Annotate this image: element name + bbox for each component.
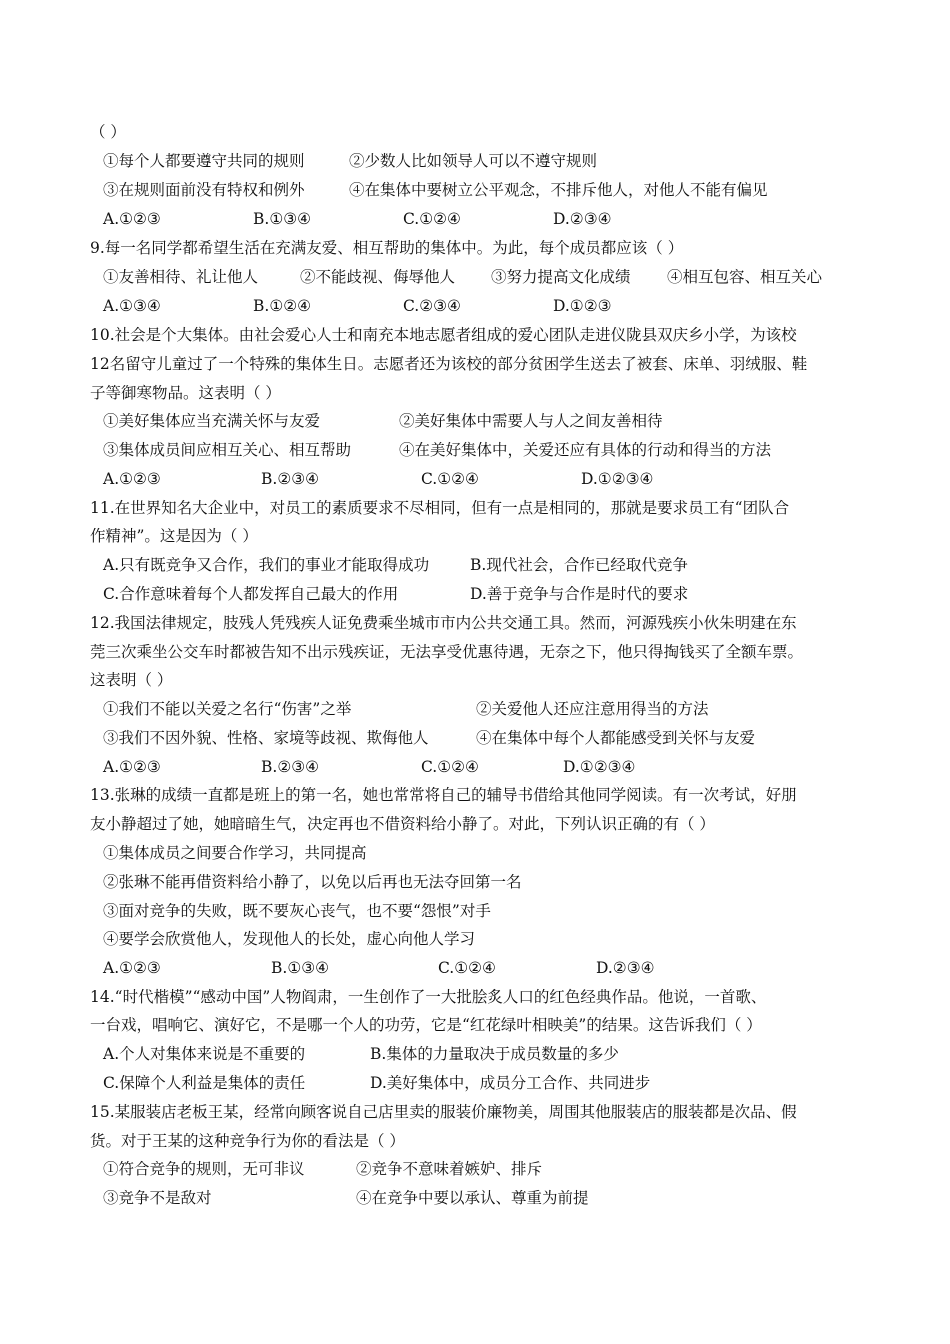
q9-answer-c: C.②③④ bbox=[403, 297, 461, 315]
q13-option-4: ④要学会欣赏他人，发现他人的长处，虚心向他人学习 bbox=[103, 930, 476, 948]
q11-stem-line-1: 11.在世界知名大企业中，对员工的素质要求不尽相同，但有一点是相同的，那就是要求员工有“团队合 bbox=[90, 499, 790, 517]
q14-stem-line-1: 14.“时代楷模”“感动中国”人物阎肃，一生创作了一大批脍炙人口的红色经典作品。他说，一首歌、 bbox=[90, 988, 767, 1006]
q13-answer-a: A.①②③ bbox=[103, 959, 161, 977]
q14-stem-line-2: 一台戏，唱响它、演好它，不是哪一个人的功劳，它是“红花绿叶相映美”的结果。这告诉我们（ ） bbox=[90, 1016, 762, 1034]
q12-option-3: ③我们不因外貌、性格、家境等歧视、欺侮他人 bbox=[103, 729, 429, 747]
q10-stem-line-1: 10.社会是个大集体。由社会爱心人士和南充本地志愿者组成的爱心团队走进仪陇县双庆乡小学，为该校 bbox=[90, 326, 797, 344]
q11-option-d: D.善于竞争与合作是时代的要求 bbox=[470, 585, 689, 603]
q13-option-2: ②张琳不能再借资料给小静了，以免以后再也无法夺回第一名 bbox=[103, 873, 522, 891]
q13-stem-line-2: 友小静超过了她，她暗暗生气，决定再也不借资料给小静了。对此，下列认识正确的有（ ） bbox=[90, 815, 715, 833]
q15-stem-line-2: 货。对于王某的这种竞争行为你的看法是（ ） bbox=[90, 1132, 405, 1150]
q9-option-3: ③努力提高文化成绩 bbox=[491, 268, 631, 286]
q8-option-3: ③在规则面前没有特权和例外 bbox=[103, 181, 305, 199]
q9-option-1: ①友善相待、礼让他人 bbox=[103, 268, 259, 286]
q8-option-1: ①每个人都要遵守共同的规则 bbox=[103, 152, 305, 170]
q9-option-4: ④相互包容、相互关心 bbox=[667, 268, 823, 286]
q9-answer-a: A.①③④ bbox=[103, 297, 161, 315]
q8-answer-d: D.②③④ bbox=[553, 210, 612, 228]
q11-option-b: B.现代社会，合作已经取代竞争 bbox=[470, 556, 688, 574]
q8-answer-paren: （ ） bbox=[90, 123, 126, 141]
q15-option-1: ①符合竞争的规则，无可非议 bbox=[103, 1160, 305, 1178]
q9-answer-b: B.①②④ bbox=[253, 297, 312, 315]
q12-answer-b: B.②③④ bbox=[261, 758, 320, 776]
q12-option-4: ④在集体中每个人都能感受到关怀与友爱 bbox=[476, 729, 756, 747]
q10-answer-b: B.②③④ bbox=[261, 470, 320, 488]
q10-option-2: ②美好集体中需要人与人之间友善相待 bbox=[399, 412, 663, 430]
q15-option-3: ③竞争不是敌对 bbox=[103, 1189, 212, 1207]
q15-option-2: ②竞争不意味着嫉妒、排斥 bbox=[356, 1160, 543, 1178]
q15-stem-line-1: 15.某服装店老板王某，经常向顾客说自己店里卖的服装价廉物美，周围其他服装店的服装都是次品、假 bbox=[90, 1103, 797, 1121]
q10-answer-c: C.①②④ bbox=[421, 470, 479, 488]
q14-option-a: A.个人对集体来说是不重要的 bbox=[103, 1045, 306, 1063]
q15-option-4: ④在竞争中要以承认、尊重为前提 bbox=[356, 1189, 589, 1207]
q14-option-b: B.集体的力量取决于成员数量的多少 bbox=[370, 1045, 619, 1063]
q9-answer-d: D.①②③ bbox=[553, 297, 612, 315]
q12-answer-a: A.①②③ bbox=[103, 758, 161, 776]
q12-stem-line-1: 12.我国法律规定，肢残人凭残疾人证免费乘坐城市市内公共交通工具。然而，河源残疾小伙朱明建在东 bbox=[90, 614, 797, 632]
q10-option-1: ①美好集体应当充满关怀与友爱 bbox=[103, 412, 321, 430]
q13-answer-c: C.①②④ bbox=[438, 959, 496, 977]
q9-option-2: ②不能歧视、侮辱他人 bbox=[300, 268, 456, 286]
q8-answer-c: C.①②④ bbox=[403, 210, 461, 228]
q12-option-1: ①我们不能以关爱之名行“伤害”之举 bbox=[103, 700, 352, 718]
q8-option-2: ②少数人比如领导人可以不遵守规则 bbox=[349, 152, 598, 170]
q12-stem-line-3: 这表明（ ） bbox=[90, 671, 173, 689]
q12-stem-line-2: 莞三次乘坐公交车时都被告知不出示残疾证，无法享受优惠待遇，无奈之下，他只得掏钱买了全额车票。 bbox=[90, 643, 804, 661]
q12-option-2: ②关爱他人还应注意用得当的方法 bbox=[476, 700, 709, 718]
q10-answer-a: A.①②③ bbox=[103, 470, 161, 488]
q13-stem-line-1: 13.张琳的成绩一直都是班上的第一名，她也常常将自己的辅导书借给其他同学阅读。有一次考试，好朋 bbox=[90, 786, 797, 804]
q10-stem-line-2: 12名留守儿童过了一个特殊的集体生日。志愿者还为该校的部分贫困学生送去了被套、床单、羽绒服、鞋 bbox=[90, 355, 808, 373]
q12-answer-c: C.①②④ bbox=[421, 758, 479, 776]
q11-stem-line-2: 作精神”。这是因为（ ） bbox=[90, 527, 258, 545]
q10-stem-line-3: 子等御寒物品。这表明（ ） bbox=[90, 384, 281, 402]
q11-option-c: C.合作意味着每个人都发挥自己最大的作用 bbox=[103, 585, 399, 603]
q10-option-4: ④在美好集体中，关爱还应有具体的行动和得当的方法 bbox=[399, 441, 772, 459]
q8-option-4: ④在集体中要树立公平观念，不排斥他人，对他人不能有偏见 bbox=[349, 181, 768, 199]
q8-answer-b: B.①③④ bbox=[253, 210, 312, 228]
q11-option-a: A.只有既竞争又合作，我们的事业才能取得成功 bbox=[103, 556, 430, 574]
q14-option-c: C.保障个人利益是集体的责任 bbox=[103, 1074, 306, 1092]
q8-answer-a: A.①②③ bbox=[103, 210, 161, 228]
q13-answer-d: D.②③④ bbox=[596, 959, 655, 977]
q10-answer-d: D.①②③④ bbox=[581, 470, 654, 488]
q13-answer-b: B.①③④ bbox=[271, 959, 330, 977]
q14-option-d: D.美好集体中，成员分工合作、共同进步 bbox=[370, 1074, 651, 1092]
q9-stem: 9.每一名同学都希望生活在充满友爱、相互帮助的集体中。为此，每个成员都应该（ ） bbox=[90, 239, 684, 257]
q10-option-3: ③集体成员间应相互关心、相互帮助 bbox=[103, 441, 352, 459]
q13-option-1: ①集体成员之间要合作学习，共同提高 bbox=[103, 844, 367, 862]
q12-answer-d: D.①②③④ bbox=[563, 758, 636, 776]
q13-option-3: ③面对竞争的失败，既不要灰心丧气，也不要“怨恨”对手 bbox=[103, 902, 491, 920]
